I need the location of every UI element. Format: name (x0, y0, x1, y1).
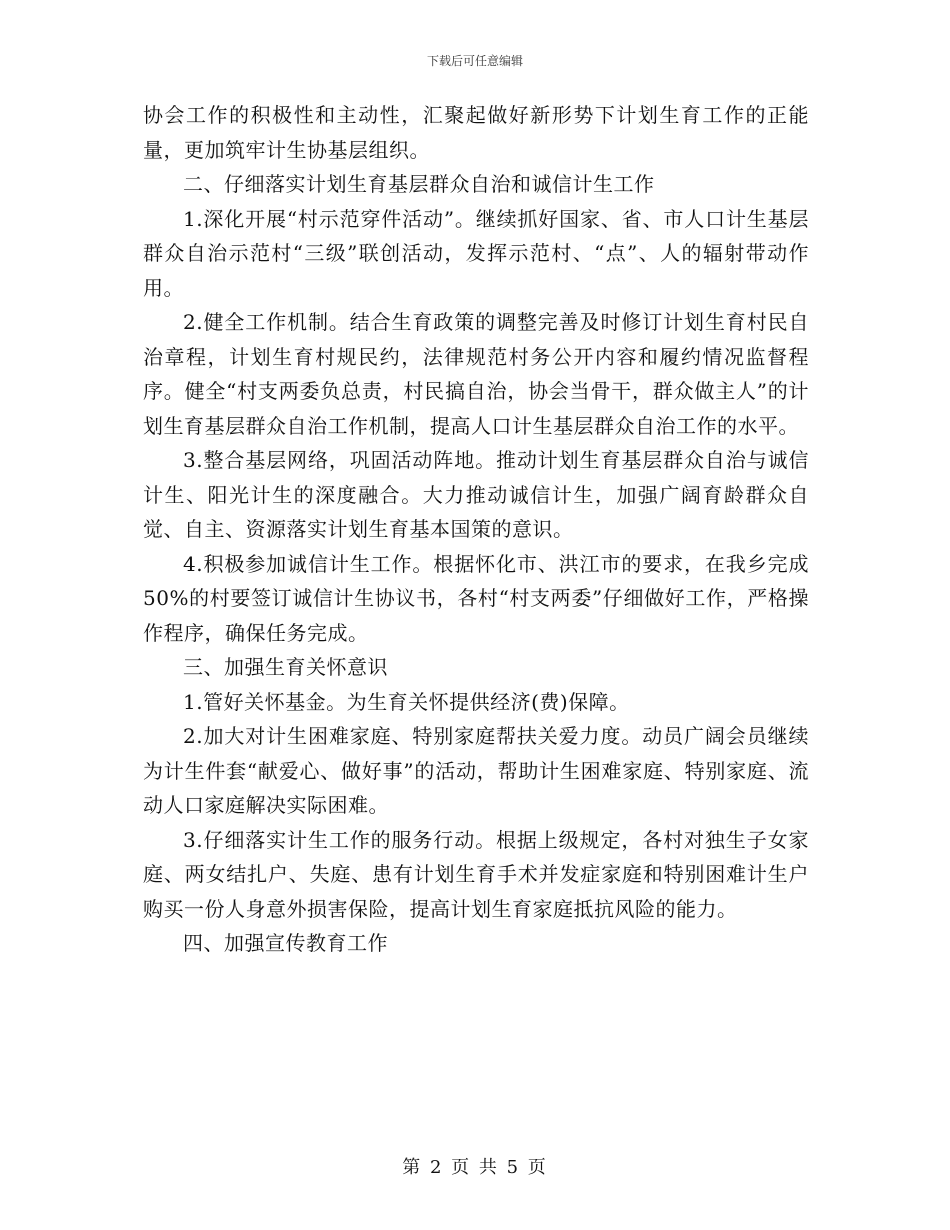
paragraph: 协会工作的积极性和主动性，汇聚起做好新形势下计划生育工作的正能量，更加筑牢计生协基层组织。 (143, 103, 809, 162)
paragraph: 3.仔细落实计生工作的服务行动。根据上级规定，各村对独生子女家庭、两女结扎户、失庭、患有计划生育手术并发症家庭和特别困难计生户购买一份人身意外损害保险，提高计划生育家庭抵抗风险的能力。 (143, 827, 809, 921)
header-note: 下载后可任意编辑 (426, 54, 523, 68)
section-heading-3: 三、加强生育关怀意识 (183, 655, 388, 679)
section-heading-2: 二、仔细落实计划生育基层群众自治和诚信计生工作 (183, 172, 655, 196)
paragraph: 4.积极参加诚信计生工作。根据怀化市、洪江市的要求，在我乡完成50%的村要签订诚信计生协议书，各村“村支两委”仔细做好工作，严格操作程序，确保任务完成。 (143, 551, 809, 645)
paragraph: 1.管好关怀基金。为生育关怀提供经济(费)保障。 (183, 689, 630, 714)
paragraph: 3.整合基层网络，巩固活动阵地。推动计划生育基层群众自治与诚信计生、阳光计生的深度融合。大力推动诚信计生，加强广阔育龄群众自觉、自主、资源落实计划生育基本国策的意识。 (143, 448, 809, 541)
section-heading-4: 四、加强宣传教育工作 (183, 931, 388, 955)
paragraph: 2.加大对计生困难家庭、特别家庭帮扶关爱力度。动员广阔会员继续为计生件套“献爱心、做好事”的活动，帮助计生困难家庭、特别家庭、流动人口家庭解决实际困难。 (143, 724, 809, 817)
page-number: 第 2 页 共 5 页 (402, 1157, 548, 1178)
document-body (143, 98, 809, 961)
paragraph: 2.健全工作机制。结合生育政策的调整完善及时修订计划生育村民自治章程，计划生育村规民约，法律规范村务公开内容和履约情况监督程序。健全“村支两委负总责，村民搞自治，协会当骨干，群众做主人”的计划生育基层群众自治工作机制，提高人口计生基层群众自治工作的水平。 (143, 310, 809, 438)
paragraph: 1.深化开展“村示范穿件活动”。继续抓好国家、省、市人口计生基层群众自治示范村“三级”联创活动，发挥示范村、“点”、人的辐射带动作用。 (143, 206, 809, 300)
